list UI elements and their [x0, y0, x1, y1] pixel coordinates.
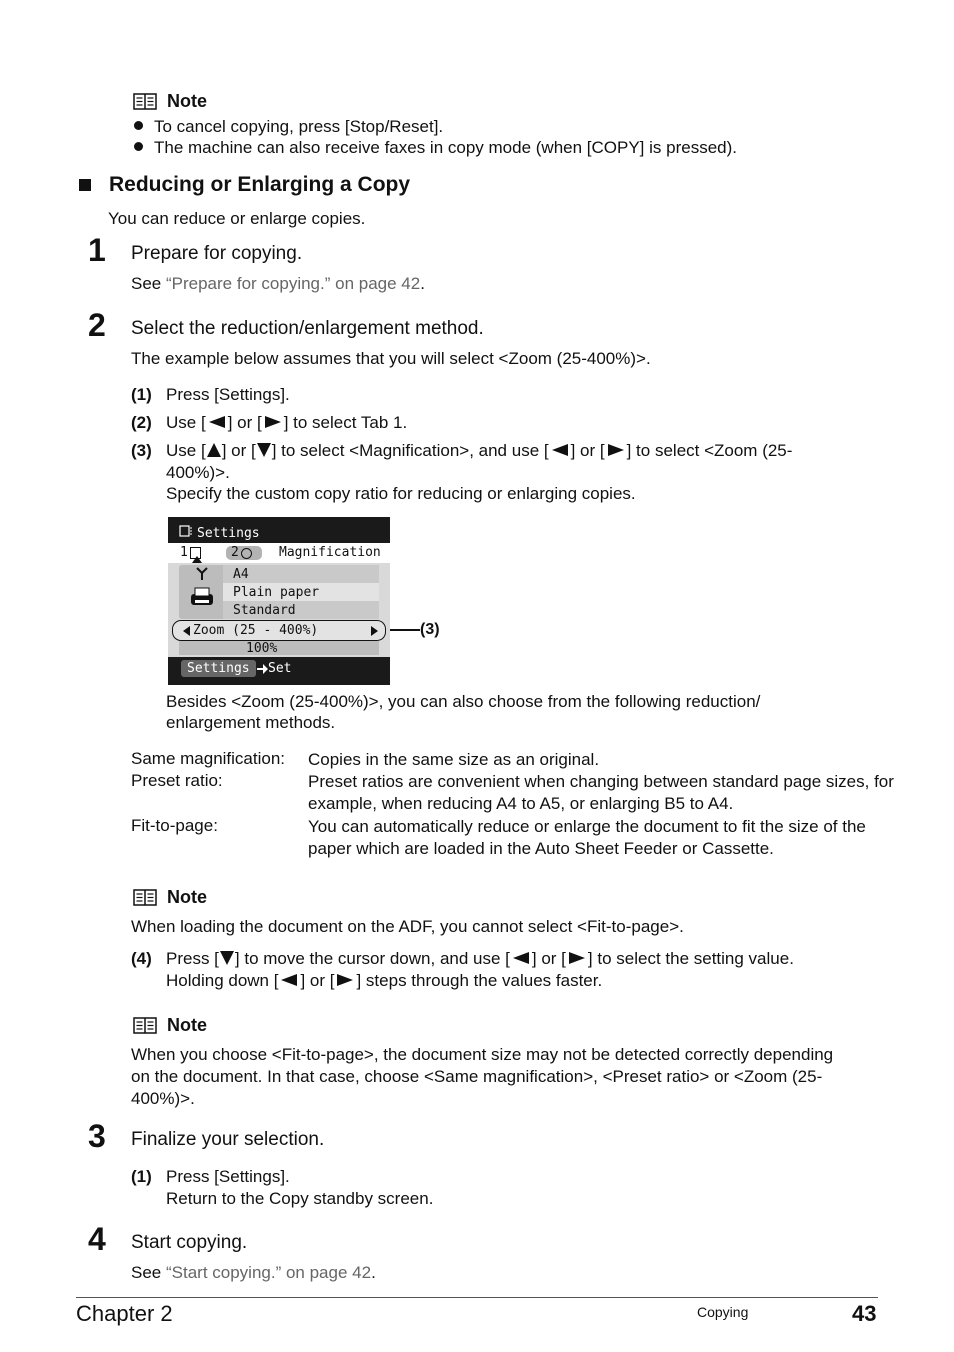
note-bullet-item: The machine can also receive faxes in copy mode (when [COPY] is pressed).	[134, 138, 737, 158]
method-term: Preset ratio:	[131, 771, 223, 790]
page-number: 43	[852, 1301, 877, 1326]
step-description: The example below assumes that you will select <Zoom (25-400%)>.	[131, 349, 651, 368]
substep-detail: Return to the Copy standby screen.	[166, 1189, 434, 1208]
lcd-tab-label: Magnification	[279, 545, 381, 560]
lcd-tab-2: 2	[226, 546, 262, 560]
substep: (3) Use [ ] or [ ] to select <Magnification>, and use [ ] or [ ] to select <Zoom (25-	[131, 441, 793, 460]
method-term: Fit-to-page:	[131, 816, 218, 835]
method-description: Preset ratios are convenient when changing between standard page sizes, for example, when reducing A4 to A5, or enlarging B5 to A4.	[308, 772, 894, 813]
besides-text-continued: enlargement methods.	[166, 713, 336, 732]
note-title: Note	[167, 887, 207, 907]
lcd-header: Settings	[168, 517, 390, 543]
section-title: Reducing or Enlarging a Copy	[79, 173, 410, 197]
page-link[interactable]: “Prepare for copying.” on page 42	[165, 274, 421, 293]
lcd-left-arrow-icon	[183, 626, 190, 636]
note-heading	[133, 887, 207, 908]
left-arrow-icon	[206, 415, 228, 429]
note-text: on the document. In that case, choose <Same magnification>, <Preset ratio> or <Zoom (25-	[131, 1067, 823, 1086]
tab-pointer-icon	[192, 556, 202, 563]
lcd-footer: Settings Set	[168, 657, 390, 685]
note-heading	[133, 1015, 207, 1036]
callout-label: (3)	[420, 621, 440, 638]
lcd-percent-row: 100%	[179, 641, 379, 655]
step-reference: See “Prepare for copying.” on page 42.	[131, 274, 425, 293]
down-arrow-icon	[256, 442, 272, 458]
callout-line	[390, 629, 420, 631]
step-reference: See “Start copying.” on page 42.	[131, 1263, 376, 1282]
note-book-icon	[133, 889, 157, 906]
lcd-right-arrow-icon	[371, 626, 378, 636]
step-title: Start copying.	[131, 1232, 248, 1253]
section-intro: You can reduce or enlarge copies.	[108, 209, 366, 228]
note-bullet-item: To cancel copying, press [Stop/Reset].	[134, 117, 443, 137]
square-bullet-icon	[79, 179, 91, 191]
method-description: You can automatically reduce or enlarge the document to fit the size of the paper which are loaded in the Auto Sheet Feeder or Cassette.	[308, 817, 866, 858]
note-heading	[133, 91, 207, 112]
down-arrow-icon	[219, 950, 235, 966]
lcd-settings-button[interactable]: Settings	[181, 660, 256, 677]
lcd-screen	[168, 517, 390, 685]
note-title: Note	[167, 1015, 207, 1035]
page-link[interactable]: “Start copying.” on page 42	[165, 1263, 372, 1282]
substep: (4) Press [ ] to move the cursor down, and use [ ] or [ ] to select the setting value.	[131, 949, 794, 968]
left-arrow-icon	[510, 951, 532, 965]
right-arrow-icon	[334, 973, 356, 987]
method-term: Same magnification:	[131, 749, 286, 768]
note-text: When you choose <Fit-to-page>, the document size may not be detected correctly depending	[131, 1045, 834, 1064]
right-arrow-icon	[605, 443, 627, 457]
left-arrow-icon	[549, 443, 571, 457]
substep: (1) Press [Settings].	[131, 385, 290, 404]
step-number: 3	[88, 1118, 106, 1154]
footer-divider	[76, 1297, 878, 1298]
besides-text: Besides <Zoom (25-400%)>, you can also choose from the following reduction/	[166, 692, 761, 711]
step-number: 1	[88, 232, 106, 268]
substep-continued: 400%)>.	[166, 463, 230, 482]
substep: (2) Use [ ] or [ ] to select Tab 1.	[131, 413, 408, 432]
note-text: When loading the document on the ADF, you cannot select <Fit-to-page>.	[131, 917, 684, 936]
lcd-media-type: Plain paper	[233, 585, 320, 600]
left-arrow-icon	[278, 973, 300, 987]
substep: (1) Press [Settings].	[131, 1167, 290, 1186]
arrow-icon	[257, 664, 268, 674]
up-arrow-icon	[206, 442, 222, 458]
note-text: 400%)>.	[131, 1089, 195, 1108]
lcd-tab-1: 1	[180, 545, 201, 560]
paper-icon	[194, 567, 210, 585]
note-book-icon	[133, 1017, 157, 1034]
substep-detail: Specify the custom copy ratio for reducing or enlarging copies.	[166, 484, 636, 503]
note-title: Note	[167, 91, 207, 111]
method-description: Copies in the same size as an original.	[308, 750, 600, 769]
step-number: 4	[88, 1221, 106, 1257]
substep-detail: Holding down [ ] or [ ] steps through the values faster.	[166, 971, 603, 990]
step-title: Prepare for copying.	[131, 243, 303, 264]
printer-icon	[188, 585, 216, 613]
lcd-settings-block	[179, 565, 379, 619]
bullet-icon	[134, 142, 143, 151]
lcd-tabs	[168, 543, 390, 563]
note-book-icon	[133, 93, 157, 110]
step-number: 2	[88, 307, 106, 343]
right-arrow-icon	[566, 951, 588, 965]
footer-section: Copying	[697, 1304, 749, 1320]
lcd-quality: Standard	[233, 603, 296, 618]
bullet-icon	[134, 121, 143, 130]
lcd-zoom-selector[interactable]: Zoom (25 - 400%)	[172, 620, 386, 641]
settings-icon	[179, 525, 193, 541]
step-title: Finalize your selection.	[131, 1129, 325, 1150]
right-arrow-icon	[262, 415, 284, 429]
footer-chapter: Chapter 2	[76, 1301, 173, 1326]
lcd-paper-size: A4	[233, 567, 249, 582]
step-title: Select the reduction/enlargement method.	[131, 318, 484, 339]
